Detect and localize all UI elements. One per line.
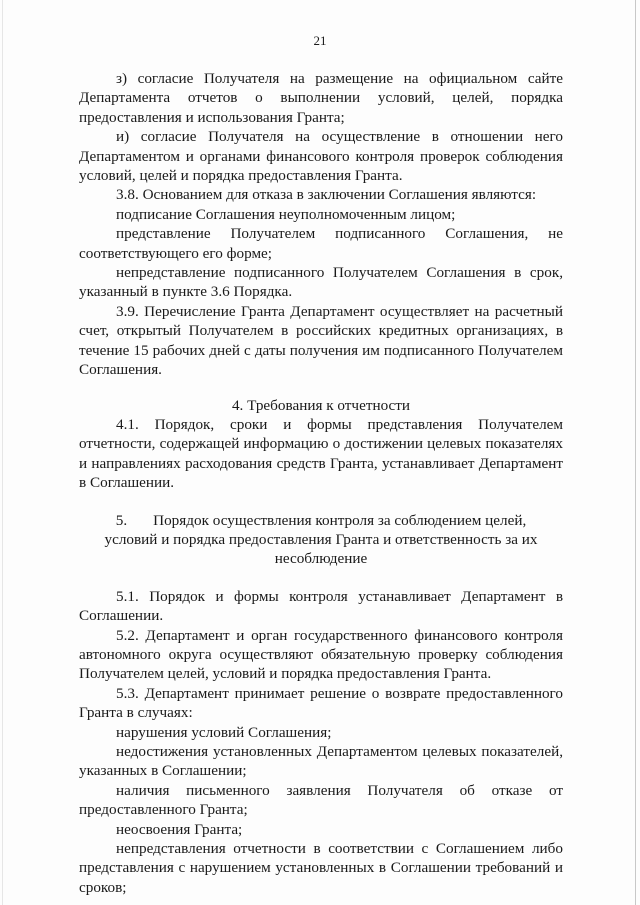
paragraph-unauthorized-signing: подписание Соглашения неуполномоченным лицом; <box>116 205 456 223</box>
section-4-heading: 4. Требования к отчетности <box>231 396 411 414</box>
section-5-number: 5. <box>115 511 128 529</box>
section-5-heading-line-1: 5. Порядок осуществления контроля за соблюдением целей, <box>115 511 527 529</box>
paragraph-i: и) согласие Получателя на осуществление в отношении него Департаментом и органами финансового контроля проверок соблюдения условий, целей и порядка предоставления Гранта. <box>79 128 563 185</box>
paragraph-late-agreement: непредставление подписанного Получателем Соглашения в срок, указанный в пункте 3.6 Порядка. <box>79 264 563 301</box>
page-left-edge <box>2 0 3 905</box>
paragraph-3-8: 3.8. Основанием для отказа в заключении Соглашения являются: <box>116 186 537 204</box>
list-item-no-reporting: непредставления отчетности в соответствии с Соглашением либо представления с нарушением установленных в Соглашении требований и сроков; <box>79 840 563 896</box>
list-item-not-used: неосвоения Гранта; <box>116 820 243 838</box>
document-body <box>79 69 563 897</box>
list-item-targets-not-met: недостижения установленных Департаментом целевых показателей, указанных в Соглашении; <box>79 743 563 780</box>
page-right-edge <box>635 0 636 905</box>
paragraph-4-1: 4.1. Порядок, сроки и формы представления Получателем отчетности, содержащей информацию о достижении целевых показателях и направлениях расходования средств Гранта, устанавливает Департамент в Соглашении. <box>79 415 563 492</box>
paragraph-nonconforming-agreement: представление Получателем подписанного Соглашения, не соответствующего его форме; <box>79 225 563 262</box>
paragraph-3-9: 3.9. Перечисление Гранта Департамент осуществляет на расчетный счет, открытый Получателем в российских кредитных организациях, в течение 15 рабочих дней с даты получения им подписанного Получателем Соглашения. <box>79 302 563 379</box>
paragraph-z: з) согласие Получателя на размещение на официальном сайте Департамента отчетов о выполнении условий, целей, порядка предоставления и использования Гранта; <box>79 70 563 126</box>
section-5-heading-line-2: условий и порядка предоставления Гранта и ответственность за их <box>104 530 538 548</box>
section-5-heading <box>79 511 563 569</box>
list-item-written-refusal: наличия письменного заявления Получателя об отказе от предоставленного Гранта; <box>79 781 563 819</box>
paragraph-5-3: 5.3. Департамент принимает решение о возврате предоставленного Гранта в случаях: <box>79 684 563 722</box>
list-item-violation: нарушения условий Соглашения; <box>116 723 332 741</box>
section-5-heading-line-3: несоблюдение <box>274 550 368 568</box>
paragraph-5-1: 5.1. Порядок и формы контроля устанавливает Департамент в Соглашении. <box>79 587 563 625</box>
page-number: 21 <box>313 33 327 48</box>
paragraph-5-2: 5.2. Департамент и орган государственного финансового контроля автономного округа осуществляют обязательную проверку соблюдения Получателем целей, условий и порядка предоставления Гранта. <box>79 626 563 683</box>
